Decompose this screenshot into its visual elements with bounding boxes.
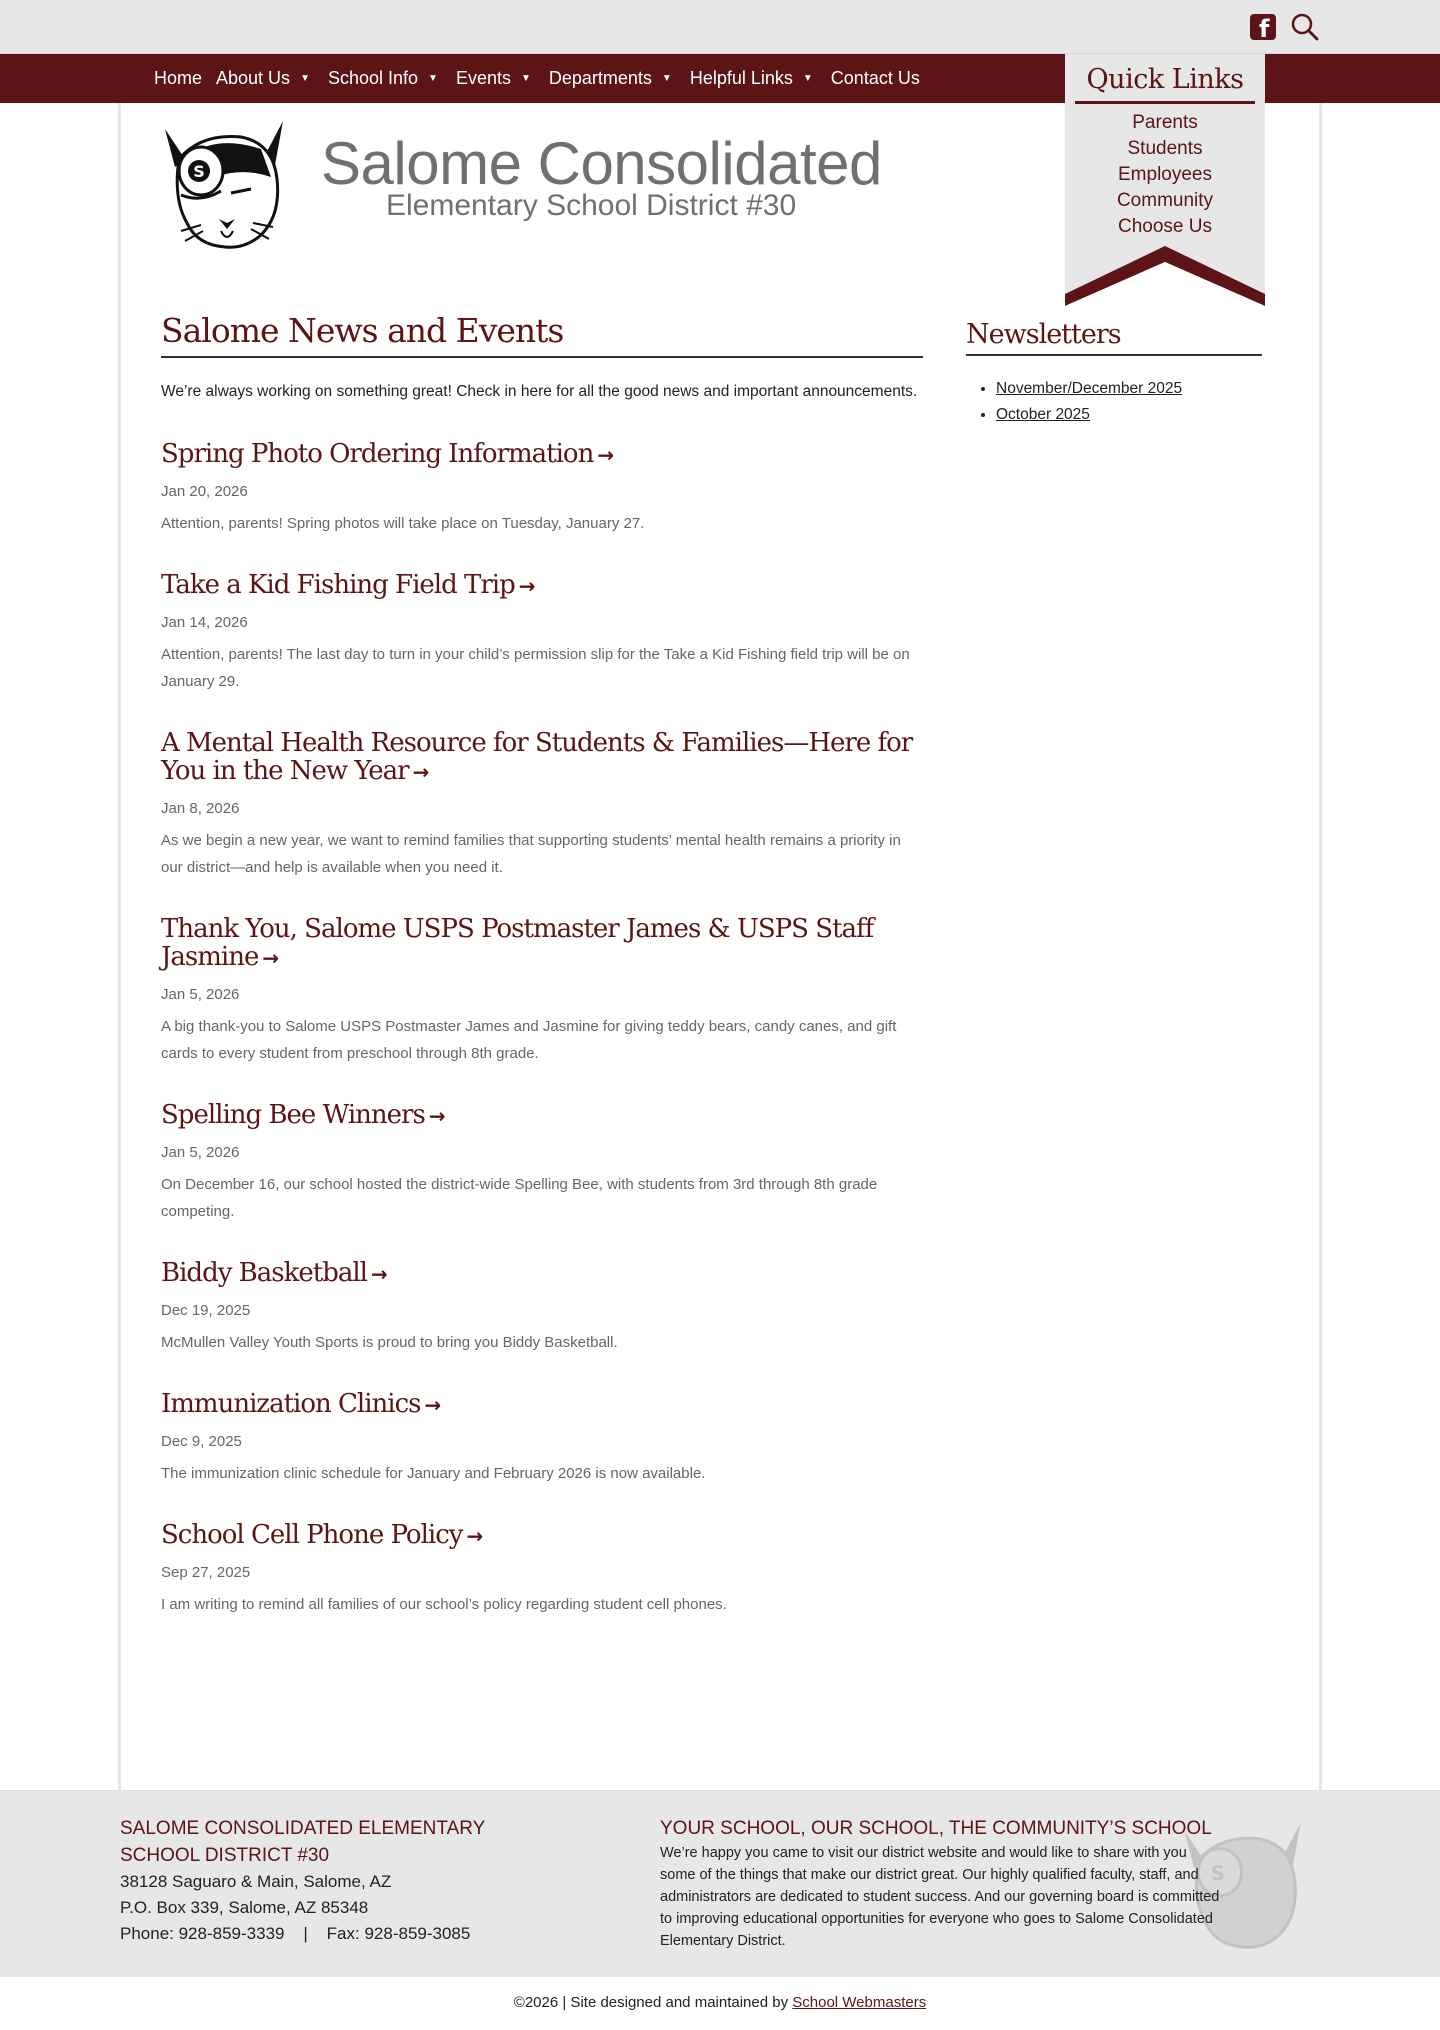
quick-links-title: Quick Links [1086,64,1244,95]
nav-item-helpful-links[interactable] [690,68,817,89]
article-date: Jan 14, 2026 [161,614,248,631]
footer-po-box: P.O. Box 339, Salome, AZ 85348 [120,1898,369,1917]
nav-label: Departments [548,68,652,88]
article-title-text: A Mental Health Resource for Students & Families—Here for You in the New Year [161,728,913,786]
article-item [161,1259,923,1356]
article-date: Dec 19, 2025 [161,1302,251,1319]
nav-label: Contact Us [830,68,920,88]
nav-label: Home [154,68,203,88]
article-excerpt: I am writing to remind all families of our school’s policy regarding student cell phones. [161,1596,727,1613]
article-excerpt: The immunization clinic schedule for January and February 2026 is now available. [161,1465,706,1482]
svg-text:S: S [1210,1862,1225,1886]
arrow-right-icon: → [428,1104,445,1128]
chevron-down-icon: ▼ [300,73,310,84]
arrow-right-icon: → [518,574,535,598]
article-item [161,1101,923,1225]
article-date: Jan 8, 2026 [161,800,240,817]
page-title: Salome News and Events [161,311,923,358]
article-excerpt: A big thank-you to Salome USPS Postmaster James and Jasmine for giving teddy bears, candy canes, and gift cards to every student from preschool through 8th grade. [161,1018,897,1062]
article-item [161,729,923,881]
quick-links-divider [1075,101,1255,104]
nav-item-contact-us[interactable] [831,68,920,89]
quick-link-choose-us[interactable]: Choose Us [1118,216,1212,237]
article-item [161,1521,923,1618]
quick-link-community[interactable]: Community [1116,190,1214,211]
article-title-text: Spelling Bee Winners [161,1100,425,1130]
chevron-down-icon: ▼ [428,73,438,84]
arrow-right-icon: → [262,946,279,970]
nav-list [154,54,934,103]
chevron-down-icon: ▼ [520,73,531,84]
footer-about [660,1815,1220,1952]
article-excerpt: Attention, parents! The last day to turn in your child’s permission slip for the Take a Kid Fishing field trip will be on January 29. [161,646,910,690]
footer-tagline: YOUR SCHOOL, OUR SCHOOL, THE COMMUNITY’S SCHOOL [660,1818,1212,1839]
article-title-link[interactable] [161,1521,923,1550]
svg-text:S: S [193,162,205,181]
article-item [161,915,923,1067]
nav-item-home[interactable] [154,68,202,89]
article-title-text: Spring Photo Ordering Information [161,439,594,469]
article-item [161,571,923,695]
article-item [161,440,923,537]
nav-item-school-info[interactable] [328,68,442,89]
article-date: Jan 20, 2026 [161,483,248,500]
article-date: Sep 27, 2025 [161,1564,251,1581]
newsletter-link[interactable]: November/December 2025 [996,380,1183,397]
quick-link-parents[interactable]: Parents [1132,112,1198,133]
article-excerpt: McMullen Valley Youth Sports is proud to bring you Biddy Basketball. [161,1334,618,1351]
footer [0,1790,1440,1977]
article-title-link[interactable] [161,571,923,600]
chevron-down-icon: ▼ [661,73,672,84]
footer-about-text: We’re happy you came to visit our district website and would like to share with you some of the things that make our district great. Our highly qualified faculty, staff, and administrators are dedicated to student success. And our governing board is committed to improving educational opportunities for everyone who goes to Salome Consolidated Elementary District. [660,1845,1220,1949]
newsletters-sidebar [966,319,1262,428]
webmasters-link[interactable]: School Webmasters [792,1994,927,2011]
article-title-text: Thank You, Salome USPS Postmaster James & USPS Staff Jasmine [161,914,874,972]
nav-label: School Info [327,68,419,88]
arrow-right-icon: → [597,443,614,467]
article-title-text: Immunization Clinics [161,1389,421,1419]
intro-text: We’re always working on something great! Check in here for all the good news and important announcements. [161,383,918,400]
copyright-text: ©2026 | Site designed and maintained by [513,1994,793,2011]
nav-item-events[interactable] [456,68,535,89]
article-title-link[interactable] [161,440,923,469]
page-container [118,103,1322,1790]
footer-school-name-line2: SCHOOL DISTRICT #30 [120,1845,330,1866]
newsletter-item [996,402,1262,428]
nav-label: About Us [216,68,291,88]
wildcat-logo-icon[interactable] [161,119,287,251]
newsletter-item [996,376,1262,402]
article-title-link[interactable] [161,1259,923,1288]
site-title[interactable]: Salome Consolidated [321,130,882,197]
nav-item-about-us[interactable] [216,68,314,89]
article-excerpt: As we begin a new year, we want to remind families that supporting students’ mental health remains a priority in our district—and help is available when you need it. [161,832,901,876]
article-title-text: Biddy Basketball [161,1258,367,1288]
utility-icons [1250,12,1320,42]
arrow-right-icon: → [466,1524,483,1548]
article-excerpt: On December 16, our school hosted the district-wide Spelling Bee, with students from 3rd through 8th grade competing. [161,1176,878,1220]
arrow-right-icon: → [424,1393,441,1417]
copyright [0,1994,1440,2011]
article-date: Dec 9, 2025 [161,1433,242,1450]
article-title-text: Take a Kid Fishing Field Trip [161,570,515,600]
newsletter-list [966,376,1262,428]
newsletter-link[interactable]: October 2025 [996,406,1090,423]
quick-link-employees[interactable]: Employees [1118,164,1212,185]
footer-phone-fax: Phone: 928-859-3339 | Fax: 928-859-3085 [120,1924,471,1943]
article-date: Jan 5, 2026 [161,1144,240,1161]
footer-contact [120,1815,540,1947]
ribbon-chevron-icon [1065,246,1265,306]
quick-links-panel [1065,54,1265,306]
footer-school-name: SALOME CONSOLIDATED ELEMENTARY [120,1818,486,1839]
article-item [161,1390,923,1487]
nav-label: Helpful Links [689,68,793,88]
article-title-link[interactable] [161,915,923,972]
news-main [161,311,923,1618]
facebook-icon[interactable]: f [1250,14,1276,40]
article-date: Jan 5, 2026 [161,986,240,1003]
article-excerpt: Attention, parents! Spring photos will take place on Tuesday, January 27. [161,515,645,532]
quick-link-students[interactable]: Students [1127,138,1203,159]
arrow-right-icon: → [412,760,429,784]
arrow-right-icon: → [370,1262,387,1286]
article-title-link[interactable] [161,729,923,786]
search-icon[interactable] [1290,12,1320,42]
article-title-text: School Cell Phone Policy [161,1520,463,1550]
article-title-link[interactable] [161,1101,923,1130]
footer-address: 38128 Saguaro & Main, Salome, AZ [120,1872,392,1891]
article-title-link[interactable] [161,1390,923,1419]
sidebar-title: Newsletters [966,319,1262,356]
site-subtitle: Elementary School District #30 [386,189,797,222]
nav-label: Events [455,68,511,88]
chevron-down-icon: ▼ [802,73,813,84]
nav-item-departments[interactable] [549,68,676,89]
utility-bar [0,0,1440,54]
